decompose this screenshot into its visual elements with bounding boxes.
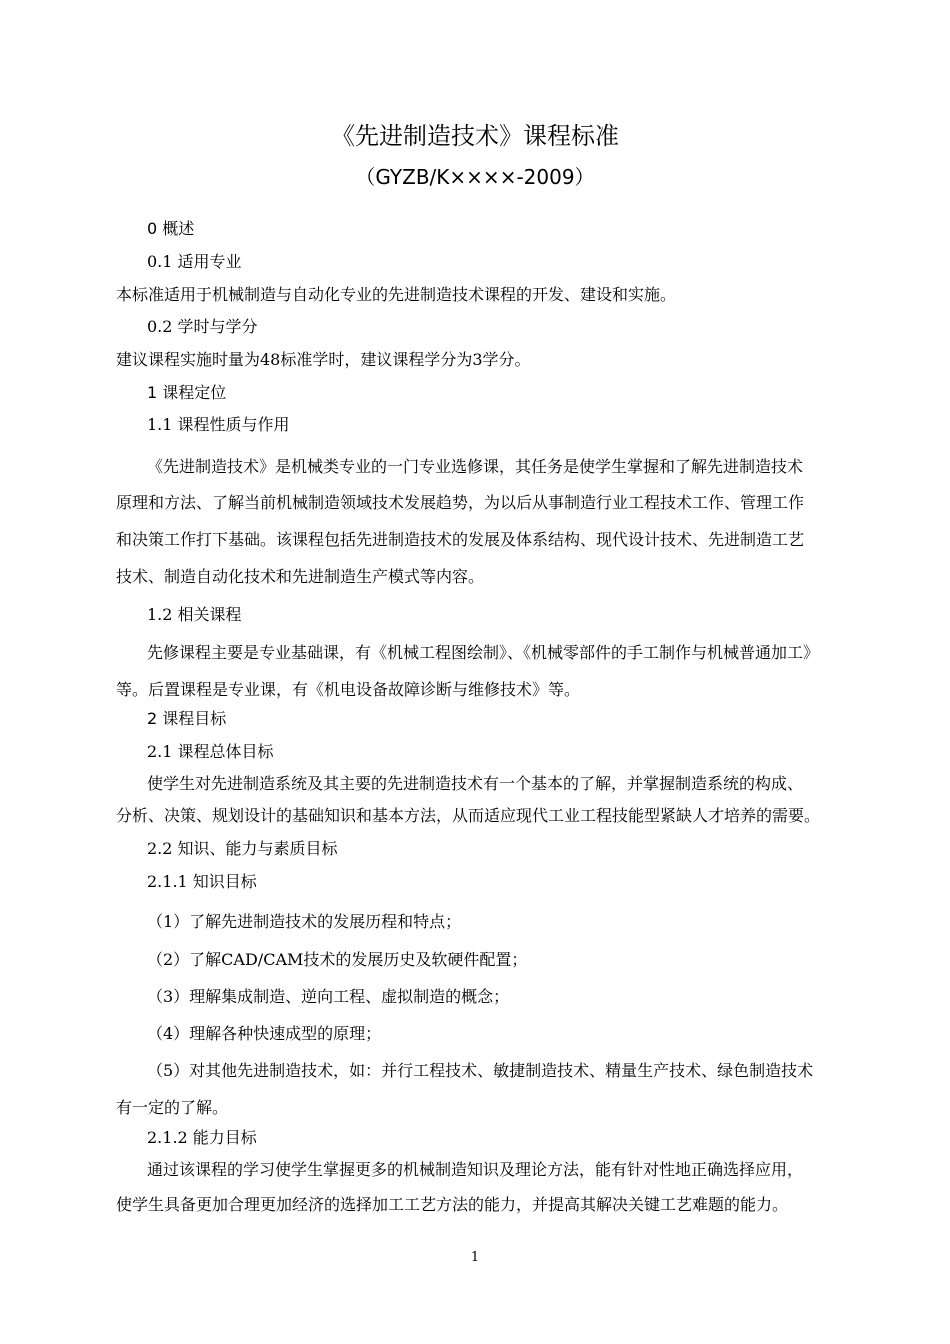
paragraph-line: 通过该课程的学习使学生掌握更多的机械制造知识及理论方法，能有针对性地正确选择应用， [147, 1160, 804, 1179]
paragraph-line: 分析、决策、规划设计的基础知识和基本方法，从而适应现代工业工程技能型紧缺人才培养的需要。 [116, 806, 821, 825]
section-heading-1: 1 课程定位 [147, 383, 227, 402]
subsection-heading-0-1: 0.1 适用专业 [147, 252, 242, 271]
paragraph-line: 使学生具备更加合理更加经济的选择加工工艺方法的能力，并提高其解决关键工艺难题的能力。 [116, 1195, 789, 1214]
paragraph-line: 建议课程实施时量为48标准学时，建议课程学分为3学分。 [116, 350, 531, 369]
paragraph-line: 《先进制造技术》是机械类专业的一门专业选修课，其任务是使学生掌握和了解先进制造技术 [147, 457, 804, 476]
paragraph-line: 原理和方法、了解当前机械制造领域技术发展趋势，为以后从事制造行业工程技术工作、管理工作 [116, 493, 805, 512]
paragraph-line: 本标准适用于机械制造与自动化专业的先进制造技术课程的开发、建设和实施。 [116, 285, 677, 304]
document-code: （GYZB/K××××-2009） [355, 165, 595, 189]
paragraph-line: 和决策工作打下基础。该课程包括先进制造技术的发展及体系结构、现代设计技术、先进制造工艺 [116, 530, 805, 549]
subsection-heading-2-1: 2.1 课程总体目标 [147, 742, 274, 761]
list-item: （4）理解各种快速成型的原理； [147, 1024, 382, 1043]
document-title: 《先进制造技术》课程标准 [331, 122, 619, 150]
subsection-heading-1-2: 1.2 相关课程 [147, 605, 242, 624]
subsection-heading-2-1-2: 2.1.2 能力目标 [147, 1128, 257, 1147]
list-item: （5）对其他先进制造技术，如：并行工程技术、敏捷制造技术、精量生产技术、绿色制造技术 [147, 1061, 814, 1080]
subsection-heading-2-2: 2.2 知识、能力与素质目标 [147, 839, 338, 858]
subsection-heading-2-1-1: 2.1.1 知识目标 [147, 872, 257, 891]
paragraph-line: 使学生对先进制造系统及其主要的先进制造技术有一个基本的了解，并掌握制造系统的构成、 [147, 774, 804, 793]
paragraph-line: 等。后置课程是专业课，有《机电设备故障诊断与维修技术》等。 [116, 680, 581, 699]
paragraph-line: 技术、制造自动化技术和先进制造生产模式等内容。 [116, 567, 485, 586]
section-heading-0: 0 概述 [147, 219, 195, 238]
list-item: （1）了解先进制造技术的发展历程和特点； [147, 912, 462, 931]
paragraph-line: 先修课程主要是专业基础课，有《机械工程图绘制》、《机械零部件的手工制作与机械普通加工》 [147, 643, 820, 662]
list-item: （2）了解CAD/CAM技术的发展历史及软硬件配置； [147, 950, 528, 969]
subsection-heading-1-1: 1.1 课程性质与作用 [147, 415, 290, 434]
list-item-continuation: 有一定的了解。 [116, 1098, 229, 1117]
list-item: （3）理解集成制造、逆向工程、虚拟制造的概念； [147, 987, 510, 1006]
subsection-heading-0-2: 0.2 学时与学分 [147, 317, 258, 336]
page-number: 1 [470, 1250, 480, 1265]
section-heading-2: 2 课程目标 [147, 709, 227, 728]
